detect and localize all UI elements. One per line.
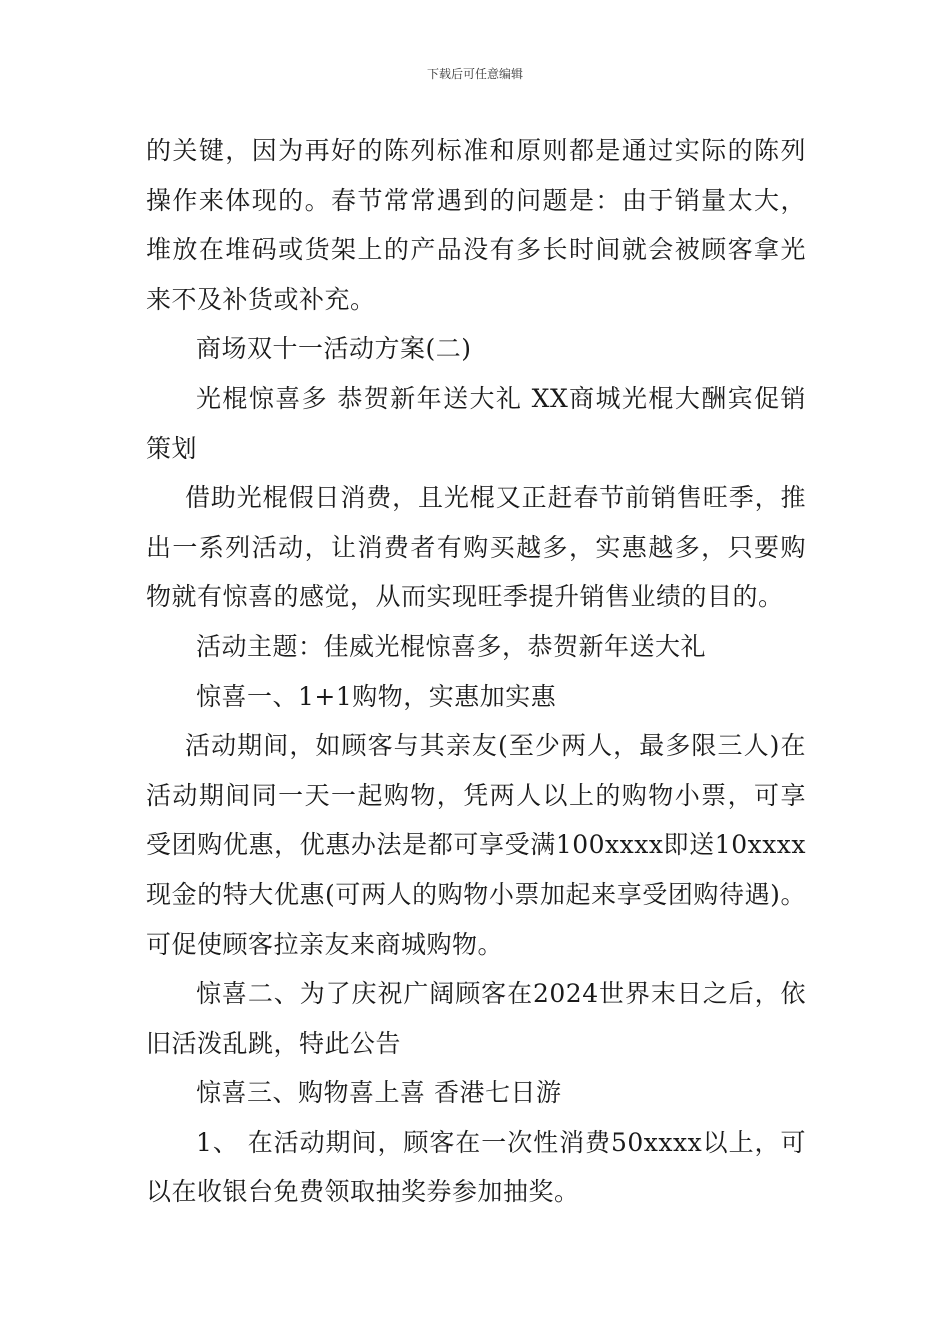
surprise-three-heading: 惊喜三、购物喜上喜 香港七日游	[196, 1078, 562, 1108]
activity-theme: 活动主题：佳威光棍惊喜多，恭贺新年送大礼	[196, 631, 707, 661]
paragraph-display-rules: 的关键，因为再好的陈列标准和原则都是通过实际的陈列操作来体现的。春节常常遇到的问题是：由于销量太大，堆放在堆码或货架上的产品没有多长时间就会被顾客拿光来不及补货或补充。	[146, 136, 806, 314]
paragraph-intro: 借助光棍假日消费，且光棍又正赶春节前销售旺季，推出一系列活动，让消费者有购买越多，实惠越多，只要购物就有惊喜的感觉，从而实现旺季提升销售业绩的目的。	[146, 483, 806, 612]
plan-subtitle: 光棍惊喜多 恭贺新年送大礼 XX商城光棍大酬宾促销策划	[146, 383, 806, 463]
page-header: 下载后可任意编辑	[426, 67, 523, 81]
document-body	[146, 126, 806, 1217]
paragraph-group-buy: 活动期间，如顾客与其亲友(至少两人，最多限三人)在活动期间同一天一起购物，凭两人以上的购物小票，可享受团购优惠，优惠办法是都可享受满100xxxx即送10xxxx现金的特大优惠(可两人的购物小票加起来享受团购待遇)。可促使顾客拉亲友来商城购物。	[146, 731, 806, 959]
section-title: 商场双十一活动方案(二)	[196, 334, 472, 364]
surprise-two-heading: 惊喜二、为了庆祝广阔顾客在2024世界末日之后，依旧活泼乱跳，特此公告	[146, 979, 806, 1058]
list-item-lottery: 1、 在活动期间，顾客在一次性消费50xxxx以上，可以在收银台免费领取抽奖券参加抽奖。	[146, 1127, 806, 1207]
surprise-one-heading: 惊喜一、1+1购物，实惠加实惠	[196, 681, 557, 711]
